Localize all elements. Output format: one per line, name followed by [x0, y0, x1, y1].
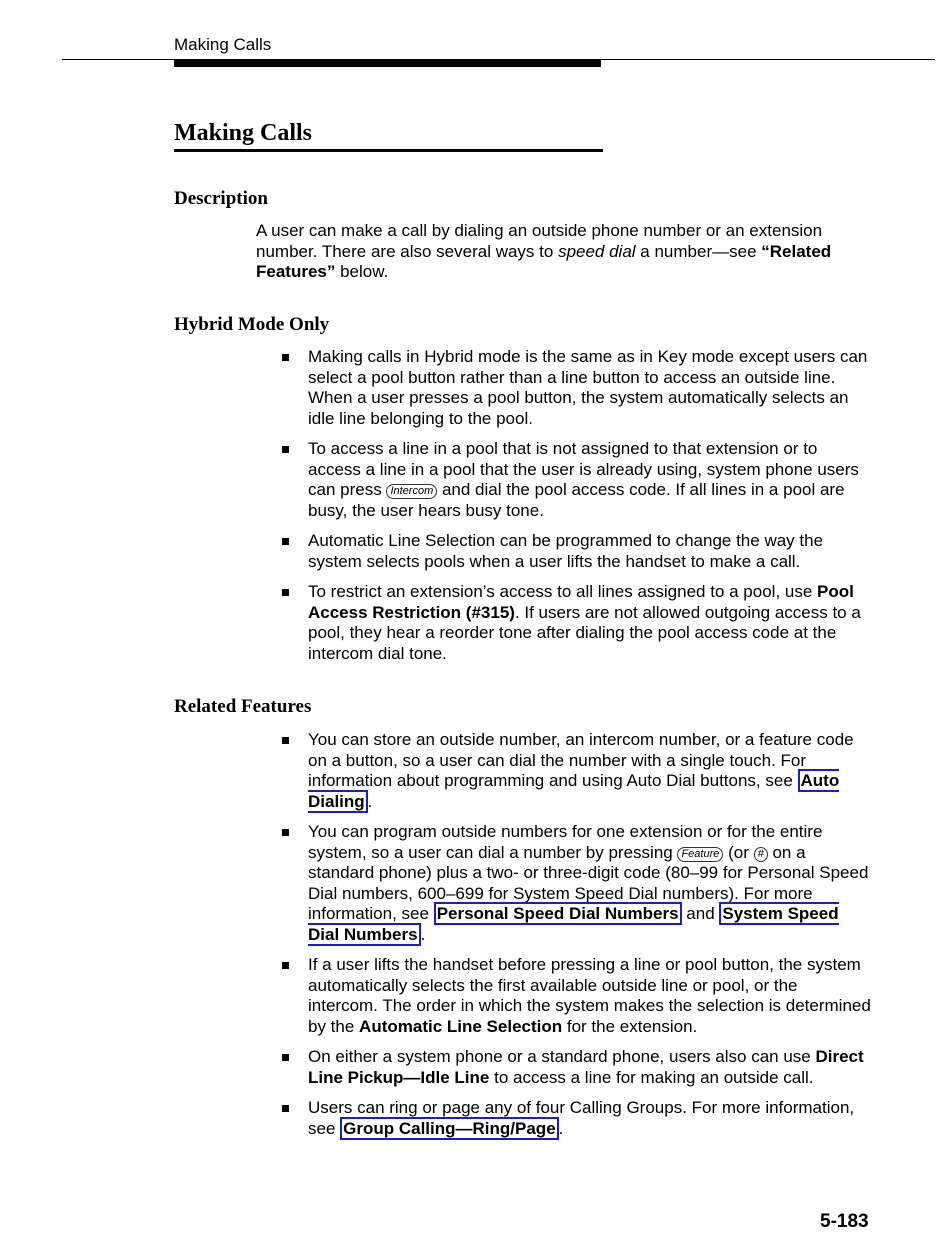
bullet-icon	[282, 538, 289, 545]
bullet-icon	[282, 354, 289, 361]
list-item: On either a system phone or a standard phone, users also can use Direct Line Pickup—Idle Line to access a line for making an outside call.	[282, 1047, 872, 1088]
system-speed-dial-link[interactable]: System Speed Dial Numbers	[308, 904, 839, 944]
running-header: Making Calls	[174, 35, 272, 54]
list-item: To restrict an extension’s access to all lines assigned to a pool, use Pool Access Restriction (#315). If users are not allowed outgoing access to a pool, they hear a reorder tone after dialing the pool access code at the intercom dial tone.	[282, 582, 872, 664]
bullet-icon	[282, 829, 289, 836]
bullet-icon	[282, 962, 289, 969]
list-item: Automatic Line Selection can be programmed to change the way the system selects pools when a user lifts the handset to make a call.	[282, 531, 872, 572]
list-item: Users can ring or page any of four Calling Groups. For more information, see Group Calling—Ring/Page .	[282, 1098, 872, 1139]
pound-key-icon: #	[754, 847, 768, 862]
bullet-icon	[282, 446, 289, 453]
hybrid-heading: Hybrid Mode Only	[174, 314, 330, 335]
list-item: Making calls in Hybrid mode is the same as in Key mode except users can select a pool button rather than a line button to access an outside line. When a user presses a pool button, the system automatically selects an idle line belonging to the pool.	[282, 347, 872, 429]
bullet-icon	[282, 737, 289, 744]
title-rule	[174, 149, 603, 152]
list-item: To access a line in a pool that is not assigned to that extension or to access a line in a pool that the user is already using, system phone users can press Intercom and dial the pool access code. If all lines in a pool are busy, the user hears busy tone.	[282, 439, 872, 521]
description-paragraph: A user can make a call by dialing an outside phone number or an extension number. There are also several ways to speed dial a number—see “Related Features” below.	[256, 221, 832, 281]
list-item: You can store an outside number, an intercom number, or a feature code on a button, so a user can dial the number with a single touch. For information about programming and using Auto Dial buttons, see Auto Dialing .	[282, 730, 872, 812]
bullet-icon	[282, 1105, 289, 1112]
bullet-icon	[282, 1054, 289, 1061]
feature-key-icon: Feature	[677, 847, 723, 862]
personal-speed-dial-link[interactable]: Personal Speed Dial Numbers	[434, 902, 682, 925]
page-number: 5-183	[820, 1211, 869, 1232]
bullet-icon	[282, 589, 289, 596]
list-item: If a user lifts the handset before pressing a line or pool button, the system automatically selects the first available outside line or pool, or the intercom. The order in which the system makes the selection is determined by the Automatic Line Selection for the extension.	[282, 955, 872, 1037]
group-calling-link[interactable]: Group Calling—Ring/Page	[340, 1117, 559, 1140]
list-item: You can program outside numbers for one extension or for the entire system, so a user can dial a number by pressing Feature (or # on a standard phone) plus a two- or three-digit code (80–99 for Personal Speed Dial numbers, 600–699 for System Speed Dial numbers). For more information, see Personal Speed Dial Numbers and System Speed Dial Numbers .	[282, 822, 872, 945]
hybrid-list	[282, 347, 872, 674]
intercom-key-icon: Intercom	[386, 484, 437, 499]
related-list	[282, 730, 872, 1149]
header-bar	[174, 60, 601, 67]
auto-dialing-link[interactable]: Auto Dialing	[308, 771, 840, 811]
description-heading: Description	[174, 188, 268, 209]
page-title: Making Calls	[174, 120, 313, 146]
related-heading: Related Features	[174, 696, 312, 717]
